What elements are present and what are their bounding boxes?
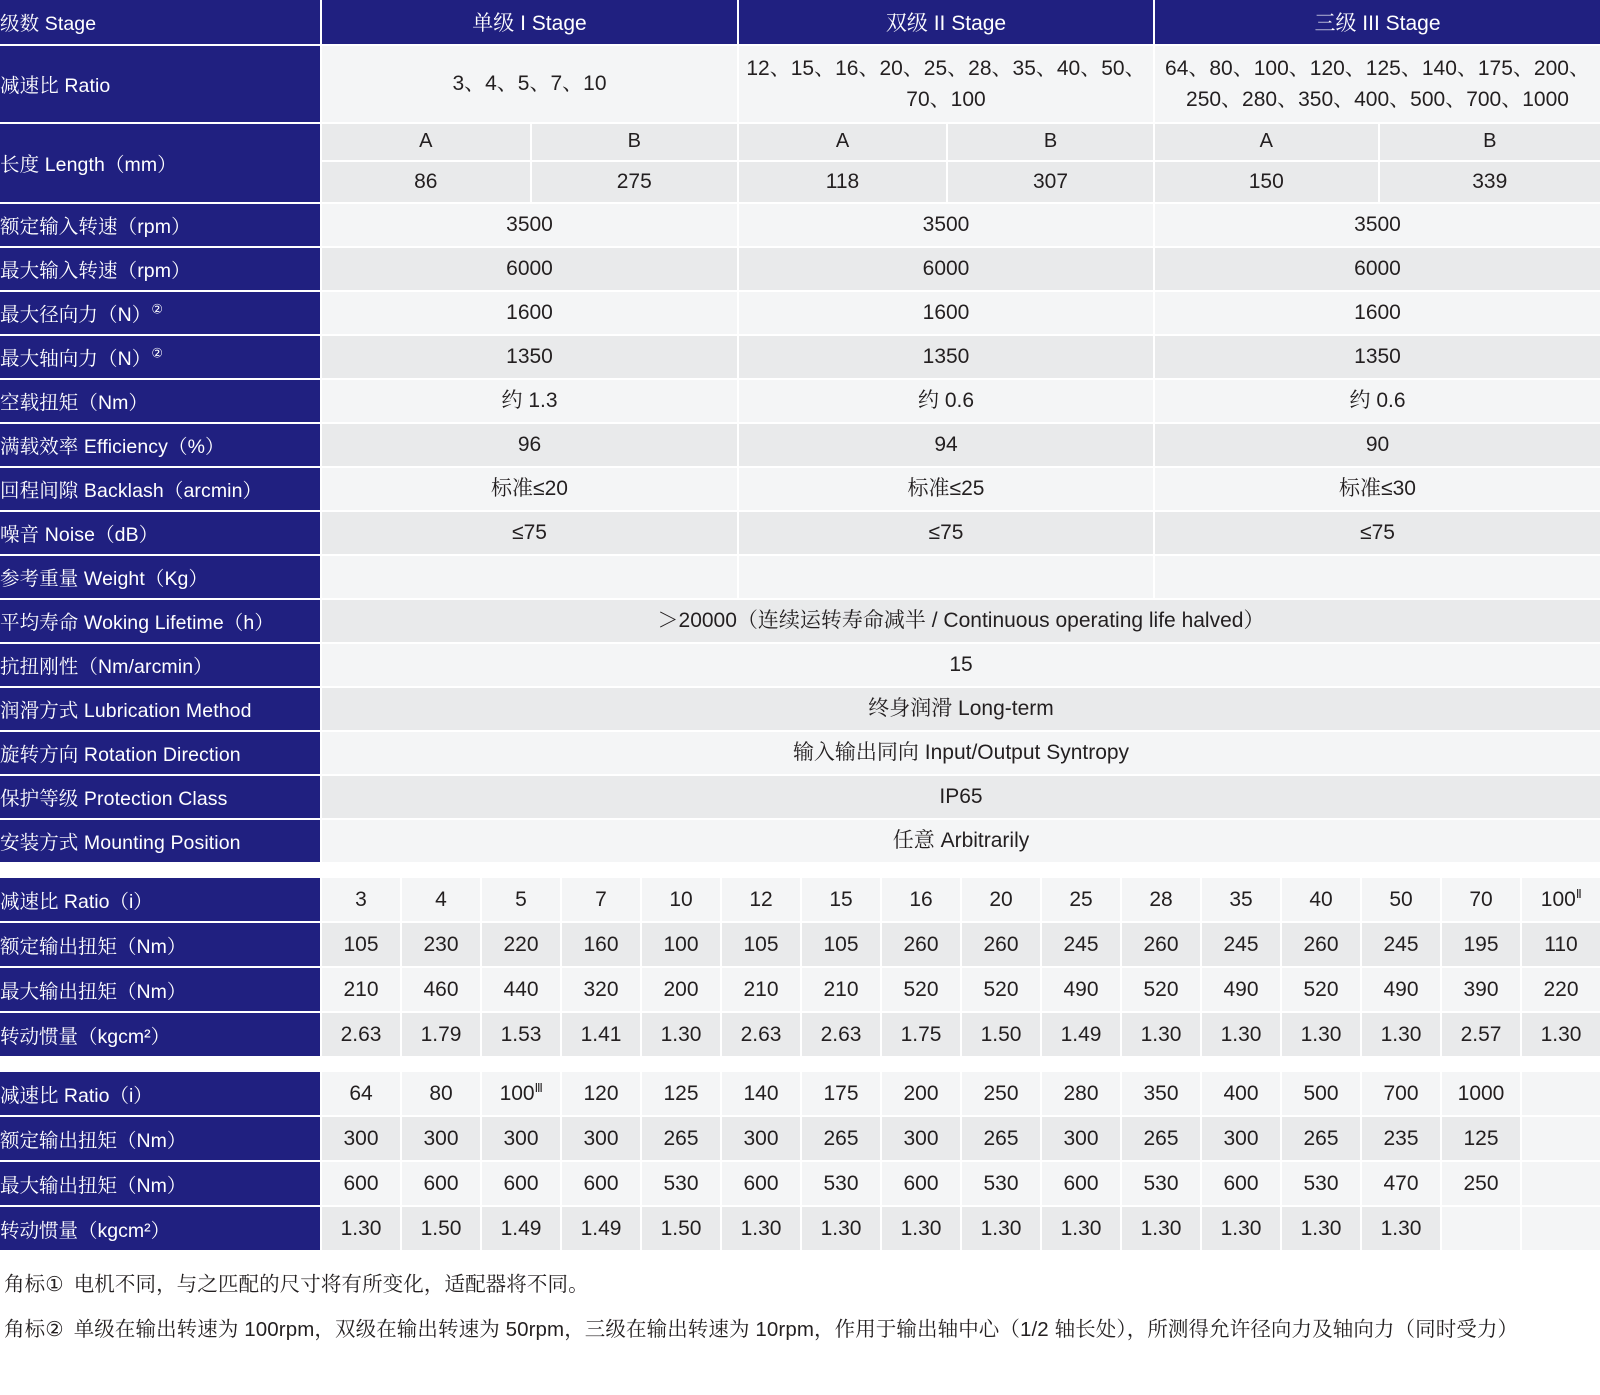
ratio-cell: 1.53 <box>480 1013 560 1058</box>
ratio-cell: 16 <box>880 878 960 923</box>
spec-value-stage-1: 约 1.3 <box>320 380 737 424</box>
ratio-cell: 440 <box>480 968 560 1013</box>
ratio-cell: 1.50 <box>640 1207 720 1252</box>
ratio-cell: 175 <box>800 1072 880 1117</box>
ratio-cell: 260 <box>1280 923 1360 968</box>
spec-value-stage-1: 标准≤20 <box>320 468 737 512</box>
ratio-cell: 490 <box>1040 968 1120 1013</box>
spec-value-stage-2: 94 <box>737 424 1153 468</box>
ratio-cell: 700 <box>1360 1072 1440 1117</box>
ratio-cell: 265 <box>800 1117 880 1162</box>
ratio-cell: 100 <box>640 923 720 968</box>
ratio-cell: $100^Ⅱ$ <box>1520 878 1600 923</box>
spec-row-ratio <box>0 46 1600 124</box>
stage-roman-marker: Ⅲ <box>534 1081 543 1095</box>
spec-row <box>0 336 1600 380</box>
ratio-cell: 250 <box>960 1072 1040 1117</box>
ratio-table-row <box>0 878 1600 923</box>
table-gap-2 <box>0 1058 1600 1072</box>
length-subheader-b-1: B <box>530 124 738 162</box>
spec-row-merged <box>0 776 1600 820</box>
spec-row <box>0 512 1600 556</box>
ratio-cell: 210 <box>720 968 800 1013</box>
spec-row <box>0 556 1600 600</box>
ratio-cell: 1.30 <box>1280 1013 1360 1058</box>
ratio-cell: 300 <box>320 1117 400 1162</box>
ratio-cell: 1.30 <box>800 1207 880 1252</box>
ratio-table-row <box>0 1072 1600 1117</box>
ratio-cell: 70 <box>1440 878 1520 923</box>
spec-value-merged: 任意 Arbitrarily <box>320 820 1600 864</box>
length-value-a-1: 86 <box>322 162 530 202</box>
ratio-cell: 280 <box>1040 1072 1120 1117</box>
spec-row-merged <box>0 644 1600 688</box>
spec-value-stage-1 <box>320 556 737 600</box>
ratio-cell-empty <box>1520 1207 1600 1252</box>
ratio-cell: 20 <box>960 878 1040 923</box>
length-cell-stage-2 <box>737 124 1153 204</box>
ratio-cell: 15 <box>800 878 880 923</box>
ratio-cell: 530 <box>1280 1162 1360 1207</box>
ratio-cell: 1.50 <box>400 1207 480 1252</box>
length-value-b-1: 275 <box>530 162 738 202</box>
ratio-cell: 5 <box>480 878 560 923</box>
ratio-cell: 265 <box>1280 1117 1360 1162</box>
ratio-cell: 140 <box>720 1072 800 1117</box>
spec-value-stage-1: 6000 <box>320 248 737 292</box>
ratio-cell: 125 <box>1440 1117 1520 1162</box>
ratio-cell: 245 <box>1360 923 1440 968</box>
ratio-cell: $100^Ⅲ$ <box>480 1072 560 1117</box>
footnote <box>4 1274 1596 1297</box>
row-label: 旋转方向 Rotation Direction <box>0 732 320 776</box>
ratio-cell: 125 <box>640 1072 720 1117</box>
header-stage-2: 双级 II Stage <box>737 0 1153 46</box>
ratio-cell: 245 <box>1040 923 1120 968</box>
ratio-cell: 110 <box>1520 923 1600 968</box>
ratio-row-label: 转动惯量（kgcm²） <box>0 1013 320 1058</box>
ratio-row-label: 减速比 Ratio（i） <box>0 1072 320 1117</box>
ratio-value-stage-1: 3、4、5、7、10 <box>320 46 737 124</box>
spec-row-merged <box>0 600 1600 644</box>
ratio-cell: 300 <box>480 1117 560 1162</box>
spec-value-stage-3: 约 0.6 <box>1153 380 1600 424</box>
ratio-cell: 210 <box>800 968 880 1013</box>
ratio-cell: 220 <box>1520 968 1600 1013</box>
ratio-cell: 105 <box>800 923 880 968</box>
spec-value-stage-1: ≤75 <box>320 512 737 556</box>
ratio-cell: 400 <box>1200 1072 1280 1117</box>
footnote-text: 单级在输出转速为 100rpm，双级在输出转速为 50rpm，三级在输出转速为 10rpm，作用于输出轴中心（1/2 轴长处），所测得允许径向力及轴向力（同时受力） <box>73 1317 1519 1341</box>
header-stage-3: 三级 III Stage <box>1153 0 1600 46</box>
ratio-table-1 <box>0 878 1600 1058</box>
row-label: 最大径向力（N）② <box>0 292 320 336</box>
ratio-cell: 1.30 <box>320 1207 400 1252</box>
ratio-cell: 35 <box>1200 878 1280 923</box>
length-subheader-a-1: A <box>322 124 530 162</box>
spec-value-stage-2: 6000 <box>737 248 1153 292</box>
ratio-cell-empty <box>1520 1162 1600 1207</box>
ratio-cell: 28 <box>1120 878 1200 923</box>
ratio-cell: 520 <box>960 968 1040 1013</box>
ratio-row-label: 额定输出扭矩（Nm） <box>0 923 320 968</box>
ratio-cell: 200 <box>640 968 720 1013</box>
ratio-cell: 105 <box>720 923 800 968</box>
spec-row-merged <box>0 688 1600 732</box>
ratio-cell: 105 <box>320 923 400 968</box>
footnote-marker: ② <box>151 345 164 361</box>
ratio-cell: 160 <box>560 923 640 968</box>
ratio-cell: 1.30 <box>1360 1013 1440 1058</box>
ratio-cell: 600 <box>720 1162 800 1207</box>
ratio-cell: 390 <box>1440 968 1520 1013</box>
spec-value-merged: 终身润滑 Long-term <box>320 688 1600 732</box>
ratio-cell: 2.57 <box>1440 1013 1520 1058</box>
ratio-cell: 210 <box>320 968 400 1013</box>
ratio-cell: 520 <box>880 968 960 1013</box>
row-label: 参考重量 Weight（Kg） <box>0 556 320 600</box>
length-cell-stage-1 <box>320 124 737 204</box>
ratio-table-2 <box>0 1072 1600 1252</box>
stage-roman-marker: Ⅱ <box>1575 887 1582 901</box>
ratio-cell: 12 <box>720 878 800 923</box>
ratio-cell: 300 <box>880 1117 960 1162</box>
ratio-cell-empty <box>1520 1117 1600 1162</box>
ratio-cell: 300 <box>1200 1117 1280 1162</box>
ratio-cell: 7 <box>560 878 640 923</box>
ratio-value-stage-3: 64、80、100、120、125、140、175、200、250、280、350、400、500、700、1000 <box>1153 46 1600 124</box>
ratio-cell: 1.30 <box>1200 1013 1280 1058</box>
row-label: 抗扭刚性（Nm/arcmin） <box>0 644 320 688</box>
row-label: 平均寿命 Woking Lifetime（h） <box>0 600 320 644</box>
ratio-cell: 230 <box>400 923 480 968</box>
ratio-cell: 1.79 <box>400 1013 480 1058</box>
ratio-table-row <box>0 1117 1600 1162</box>
ratio-cell: 40 <box>1280 878 1360 923</box>
ratio-cell: 1.30 <box>1040 1207 1120 1252</box>
ratio-cell: 530 <box>640 1162 720 1207</box>
ratio-value-stage-2: 12、15、16、20、25、28、35、40、50、70、100 <box>737 46 1153 124</box>
spec-value-merged: IP65 <box>320 776 1600 820</box>
spec-row <box>0 468 1600 512</box>
ratio-cell: 265 <box>960 1117 1040 1162</box>
length-subheader-a-2: A <box>739 124 946 162</box>
spec-row <box>0 248 1600 292</box>
spec-value-stage-2: 约 0.6 <box>737 380 1153 424</box>
ratio-cell-empty <box>1520 1072 1600 1117</box>
ratio-row-label: 转动惯量（kgcm²） <box>0 1207 320 1252</box>
ratio-cell: 80 <box>400 1072 480 1117</box>
spec-row-length <box>0 124 1600 204</box>
ratio-cell: 260 <box>1120 923 1200 968</box>
length-subheader-b-2: B <box>946 124 1153 162</box>
ratio-cell: 235 <box>1360 1117 1440 1162</box>
header-stage-label: 级数 Stage <box>0 0 320 46</box>
ratio-cell: 25 <box>1040 878 1120 923</box>
footnote-tag: 角标① <box>4 1273 64 1296</box>
ratio-cell: 350 <box>1120 1072 1200 1117</box>
ratio-cell: 265 <box>1120 1117 1200 1162</box>
spec-value-stage-2: 1350 <box>737 336 1153 380</box>
spec-value-stage-3: 1600 <box>1153 292 1600 336</box>
footnote-tag: 角标② <box>4 1317 64 1341</box>
ratio-cell: 520 <box>1120 968 1200 1013</box>
ratio-cell: 300 <box>1040 1117 1120 1162</box>
ratio-cell: 520 <box>1280 968 1360 1013</box>
ratio-cell: 10 <box>640 878 720 923</box>
ratio-row-label: 最大输出扭矩（Nm） <box>0 968 320 1013</box>
ratio-cell: 300 <box>560 1117 640 1162</box>
ratio-cell: 600 <box>480 1162 560 1207</box>
spec-value-stage-2: 1600 <box>737 292 1153 336</box>
ratio-cell: 530 <box>800 1162 880 1207</box>
spec-value-stage-3: 90 <box>1153 424 1600 468</box>
row-label: 最大输入转速（rpm） <box>0 248 320 292</box>
ratio-cell: 600 <box>880 1162 960 1207</box>
row-label: 安装方式 Mounting Position <box>0 820 320 864</box>
ratio-cell: 4 <box>400 878 480 923</box>
ratio-cell: 600 <box>400 1162 480 1207</box>
ratio-cell: 1.30 <box>880 1207 960 1252</box>
ratio-cell: 1000 <box>1440 1072 1520 1117</box>
row-label: 润滑方式 Lubrication Method <box>0 688 320 732</box>
spec-value-stage-3 <box>1153 556 1600 600</box>
ratio-cell: 1.30 <box>1120 1013 1200 1058</box>
ratio-cell-empty <box>1440 1207 1520 1252</box>
ratio-cell: 1.30 <box>720 1207 800 1252</box>
footnotes-section <box>0 1252 1600 1341</box>
ratio-cell: 530 <box>1120 1162 1200 1207</box>
table-gap-1 <box>0 864 1600 878</box>
row-label: 回程间隙 Backlash（arcmin） <box>0 468 320 512</box>
length-value-a-2: 118 <box>739 162 946 202</box>
length-value-a-3: 150 <box>1155 162 1378 202</box>
ratio-cell: 600 <box>1200 1162 1280 1207</box>
spec-value-merged: ＞20000（连续运转寿命减半 / Continuous operating life halved） <box>320 600 1600 644</box>
ratio-cell: 2.63 <box>720 1013 800 1058</box>
ratio-cell: 460 <box>400 968 480 1013</box>
spec-header-row <box>0 0 1600 46</box>
ratio-table-row <box>0 1162 1600 1207</box>
row-label: 空载扭矩（Nm） <box>0 380 320 424</box>
ratio-table-row <box>0 1207 1600 1252</box>
ratio-cell: 490 <box>1200 968 1280 1013</box>
ratio-cell: 1.30 <box>1360 1207 1440 1252</box>
ratio-cell: 600 <box>1040 1162 1120 1207</box>
ratio-cell: 1.49 <box>480 1207 560 1252</box>
ratio-table-row <box>0 923 1600 968</box>
ratio-cell: 250 <box>1440 1162 1520 1207</box>
ratio-cell: 195 <box>1440 923 1520 968</box>
ratio-cell: 64 <box>320 1072 400 1117</box>
ratio-cell: 265 <box>640 1117 720 1162</box>
footnote <box>4 1319 1596 1342</box>
ratio-cell: 530 <box>960 1162 1040 1207</box>
ratio-row-label: 额定输出扭矩（Nm） <box>0 1117 320 1162</box>
spec-row-merged <box>0 820 1600 864</box>
ratio-cell: 1.30 <box>1520 1013 1600 1058</box>
ratio-row-label: 减速比 Ratio（i） <box>0 878 320 923</box>
row-label: 保护等级 Protection Class <box>0 776 320 820</box>
row-label-ratio: 减速比 Ratio <box>0 46 320 124</box>
row-label: 满载效率 Efficiency（%） <box>0 424 320 468</box>
spec-value-stage-2: 3500 <box>737 204 1153 248</box>
spec-value-stage-2: ≤75 <box>737 512 1153 556</box>
spec-row-merged <box>0 732 1600 776</box>
length-cell-stage-3 <box>1153 124 1600 204</box>
footnote-marker: ② <box>151 301 164 317</box>
ratio-cell: 220 <box>480 923 560 968</box>
ratio-cell: 1.30 <box>1280 1207 1360 1252</box>
ratio-cell: 260 <box>960 923 1040 968</box>
length-subheader-a-3: A <box>1155 124 1378 162</box>
ratio-cell: 490 <box>1360 968 1440 1013</box>
spec-value-stage-3: 1350 <box>1153 336 1600 380</box>
spec-value-merged: 15 <box>320 644 1600 688</box>
spec-value-stage-1: 1600 <box>320 292 737 336</box>
spec-row <box>0 204 1600 248</box>
ratio-cell: 2.63 <box>320 1013 400 1058</box>
row-label: 额定输入转速（rpm） <box>0 204 320 248</box>
length-value-b-2: 307 <box>946 162 1153 202</box>
ratio-cell: 2.63 <box>800 1013 880 1058</box>
length-subheader-b-3: B <box>1378 124 1600 162</box>
spec-row <box>0 292 1600 336</box>
ratio-table-2-body <box>0 1072 1600 1252</box>
spec-table-body <box>0 0 1600 204</box>
ratio-cell: 470 <box>1360 1162 1440 1207</box>
ratio-cell: 300 <box>400 1117 480 1162</box>
ratio-table-row <box>0 968 1600 1013</box>
ratio-row-label: 最大输出扭矩（Nm） <box>0 1162 320 1207</box>
row-label: 噪音 Noise（dB） <box>0 512 320 556</box>
spec-value-stage-1: 1350 <box>320 336 737 380</box>
ratio-cell: 1.30 <box>1200 1207 1280 1252</box>
ratio-cell: 500 <box>1280 1072 1360 1117</box>
ratio-cell: 50 <box>1360 878 1440 923</box>
spec-row <box>0 380 1600 424</box>
length-value-b-3: 339 <box>1378 162 1600 202</box>
ratio-cell: 260 <box>880 923 960 968</box>
ratio-cell: 1.30 <box>1120 1207 1200 1252</box>
ratio-cell: 1.50 <box>960 1013 1040 1058</box>
ratio-cell: 200 <box>880 1072 960 1117</box>
ratio-cell: 320 <box>560 968 640 1013</box>
ratio-cell: 3 <box>320 878 400 923</box>
ratio-cell: 1.41 <box>560 1013 640 1058</box>
ratio-cell: 1.49 <box>560 1207 640 1252</box>
footnote-text: 电机不同，与之匹配的尺寸将有所变化，适配器将不同。 <box>73 1273 589 1296</box>
spec-value-merged: 输入输出同向 Input/Output Syntropy <box>320 732 1600 776</box>
ratio-cell: 600 <box>560 1162 640 1207</box>
ratio-cell: 245 <box>1200 923 1280 968</box>
spec-value-stage-3: ≤75 <box>1153 512 1600 556</box>
spec-value-stage-1: 3500 <box>320 204 737 248</box>
row-label-length: 长度 Length（mm） <box>0 124 320 204</box>
ratio-cell: 120 <box>560 1072 640 1117</box>
ratio-cell: 300 <box>720 1117 800 1162</box>
spec-merged-rows <box>0 600 1600 864</box>
ratio-cell: 1.30 <box>640 1013 720 1058</box>
ratio-table-1-body <box>0 878 1600 1058</box>
spec-value-stage-3: 3500 <box>1153 204 1600 248</box>
ratio-cell: 1.30 <box>960 1207 1040 1252</box>
ratio-table-row <box>0 1013 1600 1058</box>
spec-value-stage-3: 标准≤30 <box>1153 468 1600 512</box>
spec-value-stage-2: 标准≤25 <box>737 468 1153 512</box>
ratio-cell: 1.49 <box>1040 1013 1120 1058</box>
spec-value-stage-2 <box>737 556 1153 600</box>
ratio-cell: 1.75 <box>880 1013 960 1058</box>
spec-simple-rows <box>0 204 1600 600</box>
spec-row <box>0 424 1600 468</box>
header-stage-1: 单级 I Stage <box>320 0 737 46</box>
spec-value-stage-3: 6000 <box>1153 248 1600 292</box>
ratio-cell: 600 <box>320 1162 400 1207</box>
spec-value-stage-1: 96 <box>320 424 737 468</box>
row-label: 最大轴向力（N）② <box>0 336 320 380</box>
